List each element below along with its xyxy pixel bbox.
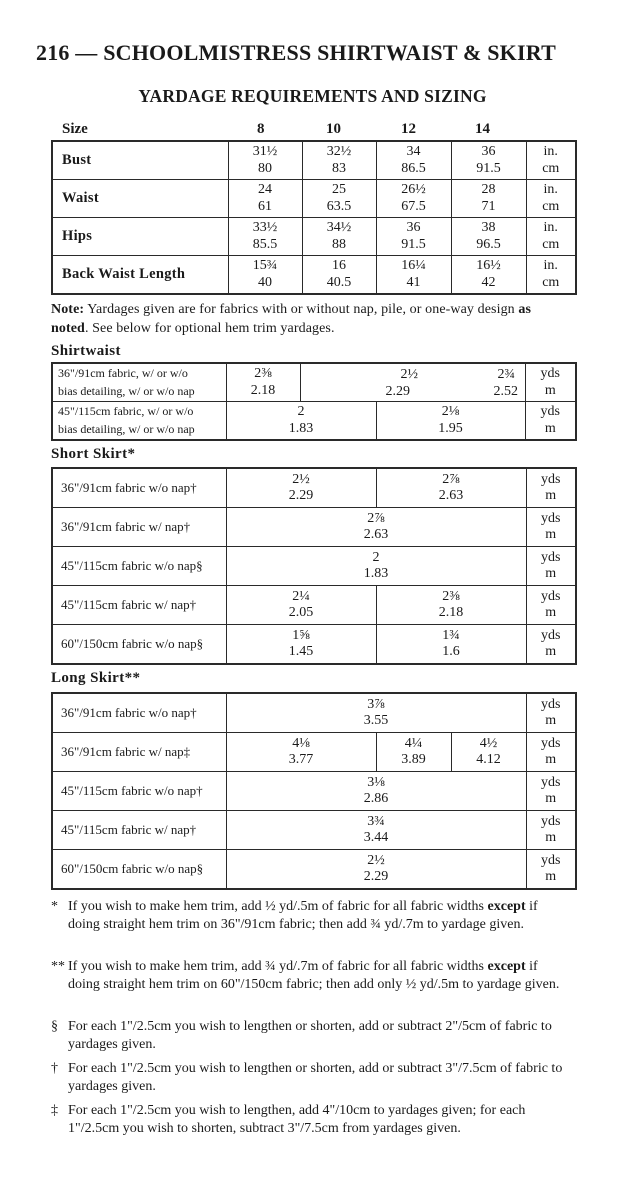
measure-cell: 16½ 42 (451, 256, 526, 295)
table-row (52, 772, 576, 811)
row-label: Hips (52, 218, 228, 256)
row-label: 36"/91cm fabric, w/ or w/o bias detailing, w/ or w/o nap (52, 363, 226, 402)
size-header-8: 8 (257, 121, 265, 137)
table-row (52, 625, 576, 665)
yardage-cell: 4¼ 3.89 (376, 733, 451, 772)
table-row (52, 693, 576, 733)
measure-cell: 16 40.5 (302, 256, 376, 295)
sizing-table (51, 140, 577, 295)
long-skirt-heading: Long Skirt** (51, 670, 141, 686)
table-row (52, 256, 576, 295)
row-label: 36"/91cm fabric w/o nap† (52, 468, 226, 508)
unit-cell: yds m (526, 811, 576, 850)
unit-cell: yds m (526, 625, 576, 665)
unit-cell: in. cm (526, 180, 576, 218)
measure-cell: 24 61 (228, 180, 302, 218)
row-label: 45"/115cm fabric w/ nap† (52, 586, 226, 625)
unit-cell: yds m (525, 363, 576, 402)
unit-cell: in. cm (526, 218, 576, 256)
size-header-10: 10 (326, 121, 341, 137)
table-row (52, 733, 576, 772)
unit-cell: yds m (526, 850, 576, 890)
row-label: 45"/115cm fabric w/o nap† (52, 772, 226, 811)
note-emphasis: as noted (51, 302, 532, 336)
row-label: Waist (52, 180, 228, 218)
note-text-end: . See below for optional hem trim yardages. (84, 321, 335, 336)
row-label: 36"/91cm fabric w/ nap‡ (52, 733, 226, 772)
table-row (52, 468, 576, 508)
yardage-note (51, 300, 571, 338)
footnote-hem-trim-short: * If you wish to make hem trim, add ½ yd/.5m of fabric for all fabric widths except if doing straight hem trim on 36"/91cm fabric; then add ¾ yd/.7m to yardage given. (51, 899, 538, 932)
yardage-cell: 1¾ 1.6 (376, 625, 526, 665)
row-label: Bust (52, 141, 228, 180)
yardage-cell: 2⅞ 2.63 (226, 508, 526, 547)
footnote-dagger: † For each 1"/2.5cm you wish to lengthen or shorten, add or subtract 3"/7.5cm of fabric to yardages given. (51, 1061, 563, 1094)
note-text: Yardages given are for fabrics with or without nap, pile, or one-way design (87, 302, 515, 317)
measure-cell: 15¾ 40 (228, 256, 302, 295)
table-row (52, 811, 576, 850)
yardage-cell: 4½ 4.12 (451, 733, 526, 772)
yardage-cell: 3¾ 3.44 (226, 811, 526, 850)
unit-cell: in. cm (526, 141, 576, 180)
yardage-cell: 1⅝ 1.45 (226, 625, 376, 665)
measure-cell: 33½ 85.5 (228, 218, 302, 256)
page-title: 216 — SCHOOLMISTRESS SHIRTWAIST & SKIRT (36, 40, 556, 65)
table-row (52, 180, 576, 218)
yardage-cell: 3⅛ 2.86 (226, 772, 526, 811)
unit-cell: yds m (526, 468, 576, 508)
table-row (52, 850, 576, 890)
size-header-label: Size (62, 121, 88, 137)
shirtwaist-table (51, 362, 577, 441)
note-label: Note: (51, 302, 85, 317)
unit-cell: in. cm (526, 256, 576, 295)
footnote-hem-trim-long: ** If you wish to make hem trim, add ¾ yd/.7m of fabric for all fabric widths except if doing straight hem trim on 60"/150cm fabric; then add only ½ yd/.5m to yardage given. (51, 959, 560, 992)
yardage-cell: 2⅜ 2.18 (226, 363, 300, 402)
table-row (52, 363, 576, 402)
unit-cell: yds m (526, 547, 576, 586)
measure-cell: 36 91.5 (376, 218, 451, 256)
section-subtitle: YARDAGE REQUIREMENTS AND SIZING (138, 86, 487, 106)
unit-cell: yds m (526, 693, 576, 733)
table-row (52, 508, 576, 547)
yardage-cell: 2⅞ 2.63 (376, 468, 526, 508)
measure-cell: 28 71 (451, 180, 526, 218)
long-skirt-table (51, 692, 577, 890)
unit-cell: yds m (526, 586, 576, 625)
yardage-cell: 4⅛ 3.77 (226, 733, 376, 772)
table-row (52, 547, 576, 586)
yardage-cell: 2⅛ 1.95 (376, 402, 525, 441)
measure-cell: 32½ 83 (302, 141, 376, 180)
yardage-cell: 2 1.83 (226, 402, 376, 441)
yardage-cell: 2½ 2.29 (226, 850, 526, 890)
unit-cell: yds m (525, 402, 576, 441)
measure-cell: 16¼ 41 (376, 256, 451, 295)
row-label: 45"/115cm fabric, w/ or w/o bias detailing, w/ or w/o nap (52, 402, 226, 441)
unit-cell: yds m (526, 733, 576, 772)
row-label: 36"/91cm fabric w/o nap† (52, 693, 226, 733)
unit-cell: yds m (526, 772, 576, 811)
table-row (52, 218, 576, 256)
measure-cell: 31½ 80 (228, 141, 302, 180)
size-header-14: 14 (475, 121, 490, 137)
yardage-cell: 2½ 2.29 (226, 468, 376, 508)
short-skirt-heading: Short Skirt* (51, 446, 136, 462)
measure-cell: 38 96.5 (451, 218, 526, 256)
short-skirt-table (51, 467, 577, 665)
size-header-12: 12 (401, 121, 416, 137)
shirtwaist-heading: Shirtwaist (51, 343, 121, 359)
yardage-cell: 3⅞ 3.55 (226, 693, 526, 733)
measure-cell: 26½ 67.5 (376, 180, 451, 218)
measure-cell: 34 86.5 (376, 141, 451, 180)
yardage-cell: 2⅜ 2.18 (376, 586, 526, 625)
table-row (52, 402, 576, 441)
row-label: 45"/115cm fabric w/o nap§ (52, 547, 226, 586)
row-label: 60"/150cm fabric w/o nap§ (52, 625, 226, 665)
row-label: Back Waist Length (52, 256, 228, 295)
footnote-double-dagger: ‡ For each 1"/2.5cm you wish to lengthen, add 4"/10cm to yardages given; for each 1"/2.5cm you wish to shorten, subtract 3"/7.5cm from yardages given. (51, 1103, 526, 1136)
row-label: 36"/91cm fabric w/ nap† (52, 508, 226, 547)
table-row (52, 141, 576, 180)
row-label: 60"/150cm fabric w/o nap§ (52, 850, 226, 890)
row-label: 45"/115cm fabric w/ nap† (52, 811, 226, 850)
measure-cell: 34½ 88 (302, 218, 376, 256)
footnote-section: § For each 1"/2.5cm you wish to lengthen or shorten, add or subtract 2"/5cm of fabric to yardages given. (51, 1019, 552, 1052)
table-row (52, 586, 576, 625)
yardage-cell: 2½ 2.29 2¾ 2.52 (300, 363, 525, 402)
unit-cell: yds m (526, 508, 576, 547)
measure-cell: 36 91.5 (451, 141, 526, 180)
yardage-cell: 2¼ 2.05 (226, 586, 376, 625)
measure-cell: 25 63.5 (302, 180, 376, 218)
yardage-cell: 2 1.83 (226, 547, 526, 586)
